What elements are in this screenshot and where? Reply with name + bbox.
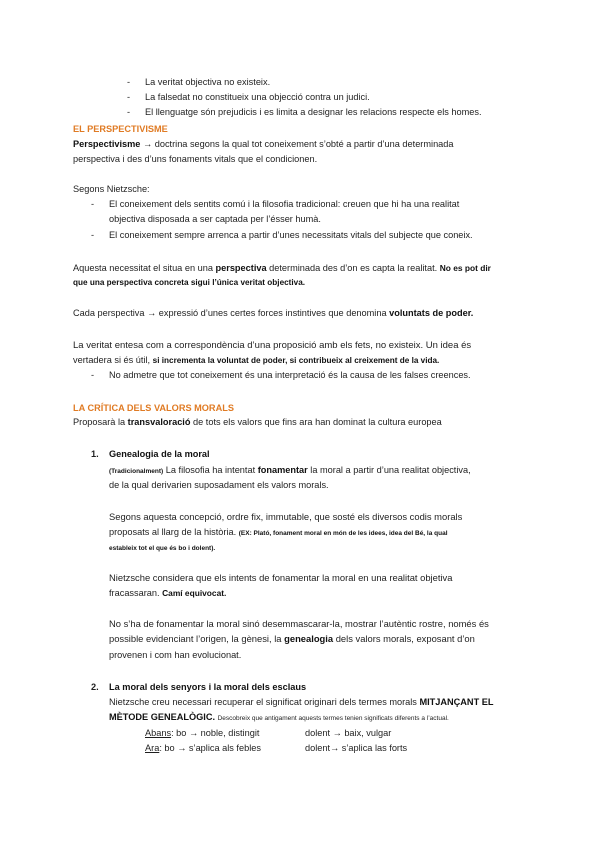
paragraph-line: Nietzsche considera que els intents de fonamentar la moral en una realitat objetiva — [109, 572, 453, 583]
paragraph-line: fracassaran. Camí equivocat. — [109, 588, 227, 598]
paragraph-line: (Tradicionalment) La filosofia ha intentat fonamentar la moral a partir d’una realitat objectiva, — [109, 465, 471, 475]
list-item: La falsedat no constitueix una objecció contra un judici. — [145, 92, 370, 102]
paragraph-line: La veritat entesa com a correspondència d’una proposició amb els fets, no existeix. Un idea és — [73, 340, 472, 351]
paragraph-line: Segons Nietzsche: — [73, 184, 150, 194]
paragraph-line: vertadera si és útil, si incrementa la voluntat de poder, si contribueix al creixement de la vida. — [73, 355, 440, 365]
list-dash: - — [91, 199, 95, 209]
paragraph-line: Proposarà la transvaloració de tots els valors que fins ara han dominat la cultura europea — [73, 417, 442, 427]
list-dash: - — [91, 370, 95, 380]
list-item: El llenguatge són prejudicis i es limita a designar les relacions respecte els homes. — [145, 107, 482, 117]
definition-line: perspectiva i des d’uns fonaments vitals que el condicionen. — [73, 154, 318, 164]
comparison-row: dolent→ s’aplica las forts — [305, 743, 408, 753]
list-dash: - — [127, 107, 131, 117]
list-item: El coneixement sempre arrenca a partir d’unes necessitats vitals del subjecte que coneix. — [109, 230, 473, 240]
definition-line: Perspectivisme → doctrina segons la qual tot coneixement s’obté a partir d’una determinada — [73, 139, 454, 149]
list-dash: - — [127, 92, 131, 102]
paragraph-line: possible evidenciant l’origen, la gènesi, la genealogia dels valors morals, exposant d’on — [109, 633, 475, 644]
list-dash: - — [127, 77, 131, 87]
section-number: 1. — [91, 449, 99, 459]
list-item: No admetre que tot coneixement és una interpretació és la causa de les falses creences. — [109, 370, 471, 380]
paragraph-line: estableix tot el que és bo i dolent). — [109, 545, 216, 552]
paragraph-line: MÈTODE GENEALÒGIC. Descobreix que antigament aquests termes tenien significats diferents a l’actual. — [109, 712, 449, 722]
paragraph-line: de la qual derivarien suposadament els valors morals. — [109, 480, 329, 490]
list-item: objectiva disposada a ser captada per l’ésser humà. — [109, 214, 321, 224]
subsection-title: La moral dels senyors i la moral dels esclaus — [109, 682, 307, 692]
list-item: El coneixement dels sentits comú i la filosofia tradicional: creuen que hi ha una realitat — [109, 199, 460, 209]
comparison-row: Ara: bo → s’aplica als febles — [145, 743, 261, 753]
subsection-title: Genealogia de la moral — [109, 449, 210, 459]
paragraph-line: provenen i com han evolucionat. — [109, 650, 242, 660]
paragraph-line: proposats al llarg de la història. (EX: Plató, fonament moral en món de les idees, idea del Bé, la qual — [109, 527, 448, 537]
paragraph-line: Aquesta necessitat el situa en una perspectiva determinada des d’on es capta la realitat. No es pot dir — [73, 263, 491, 273]
paragraph-line: Nietzsche creu necessari recuperar el significat originari dels termes morals MITJANÇANT EL — [109, 697, 494, 707]
list-item: La veritat objectiva no existeix. — [145, 77, 271, 87]
comparison-row: dolent → baix, vulgar — [305, 728, 392, 738]
paragraph-line: Cada perspectiva → expressió d’unes certes forces instintives que denomina voluntats de poder. — [73, 308, 474, 318]
list-dash: - — [91, 230, 95, 240]
paragraph-line: Segons aquesta concepció, ordre fix, immutable, que sosté els diversos codis morals — [109, 511, 463, 522]
section-heading: EL PERSPECTIVISME — [73, 124, 168, 134]
section-heading: LA CRÍTICA DELS VALORS MORALS — [73, 403, 234, 413]
paragraph-line: No s’ha de fonamentar la moral sinó desemmascarar-la, mostrar l’autèntic rostre, només és — [109, 618, 489, 629]
term: Perspectivisme — [73, 139, 141, 149]
section-number: 2. — [91, 682, 99, 692]
paragraph-line: que una perspectiva concreta sigui l’única veritat objectiva. — [73, 278, 306, 287]
comparison-row: Abans: bo → noble, distingit — [145, 728, 260, 738]
